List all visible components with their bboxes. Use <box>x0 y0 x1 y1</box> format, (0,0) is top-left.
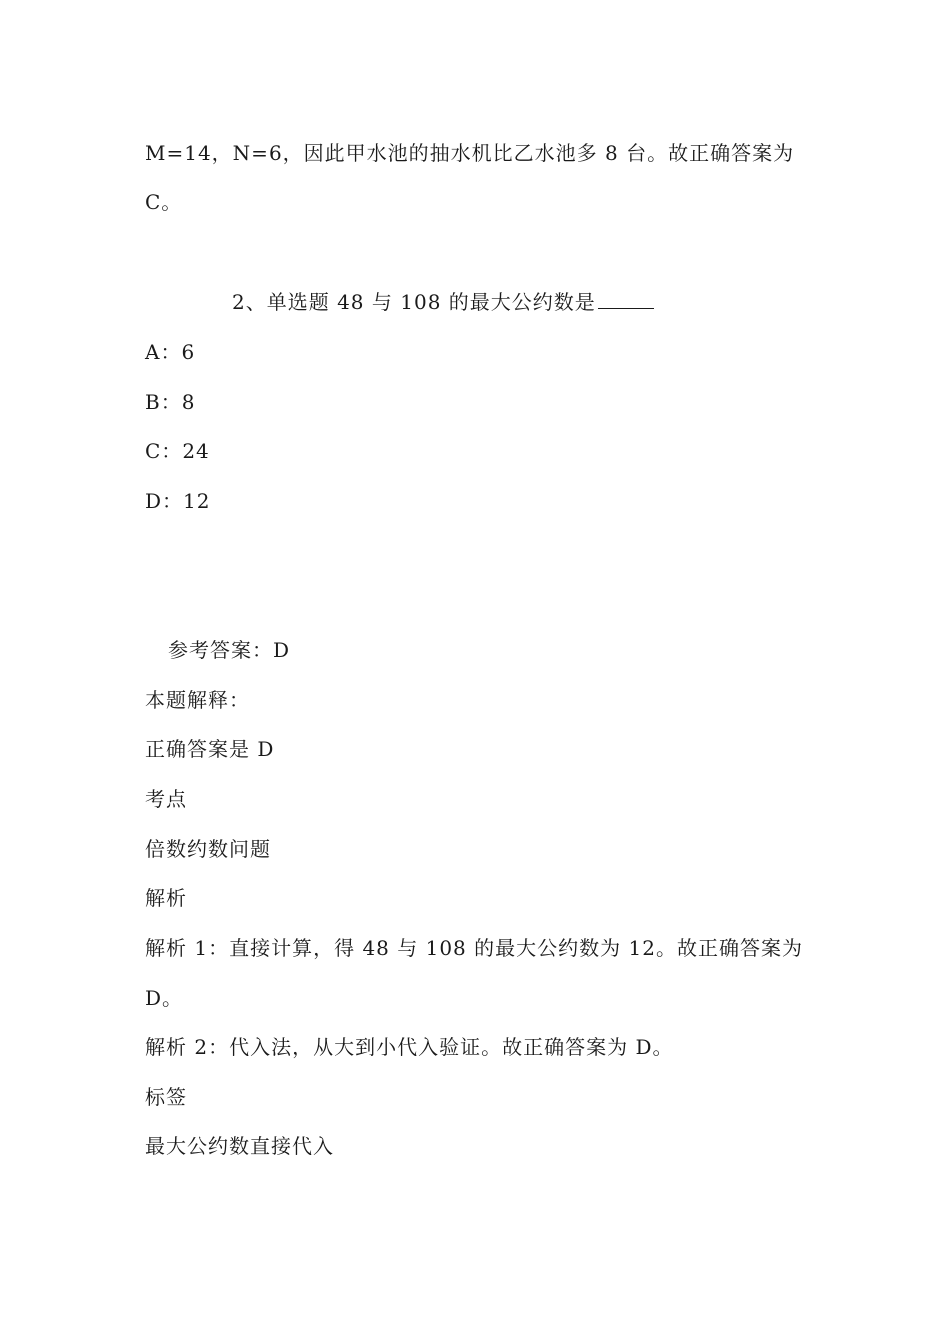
question-stem <box>232 289 654 315</box>
option-d-label: D： <box>145 489 184 513</box>
reference-answer: 参考答案：D <box>168 638 291 662</box>
analysis-1-line-1: 解析 1：直接计算，得 48 与 108 的最大公约数为 12。故正确答案为 <box>145 936 803 960</box>
analysis-2: 解析 2：代入法，从大到小代入验证。故正确答案为 D。 <box>145 1035 674 1059</box>
kaodian-heading: 考点 <box>145 787 187 811</box>
question-text: 2、单选题 48 与 108 的最大公约数是 <box>232 290 596 314</box>
kaodian-text: 倍数约数问题 <box>145 837 271 861</box>
explanation-heading: 本题解释： <box>145 688 250 712</box>
option-a <box>145 339 195 365</box>
prev-answer-line-2: C。 <box>145 190 183 214</box>
option-c-label: C： <box>145 439 183 463</box>
correct-answer: 正确答案是 D <box>145 737 275 761</box>
prev-answer-line-1: M=14，N=6，因此甲水池的抽水机比乙水池多 8 台。故正确答案为 <box>145 141 795 165</box>
option-c <box>145 438 210 464</box>
option-b-value: 8 <box>181 390 196 414</box>
tags-text: 最大公约数直接代入 <box>145 1134 334 1158</box>
option-a-value: 6 <box>181 340 196 364</box>
option-c-value: 24 <box>182 439 210 463</box>
analysis-1-line-2: D。 <box>145 986 184 1010</box>
tag-heading: 标签 <box>145 1085 187 1109</box>
option-a-label: A： <box>145 340 182 364</box>
option-d-value: 12 <box>183 489 211 513</box>
option-b-label: B： <box>145 390 182 414</box>
option-b <box>145 389 195 415</box>
answer-blank <box>598 290 654 309</box>
option-d <box>145 488 211 514</box>
analysis-heading: 解析 <box>145 886 187 910</box>
